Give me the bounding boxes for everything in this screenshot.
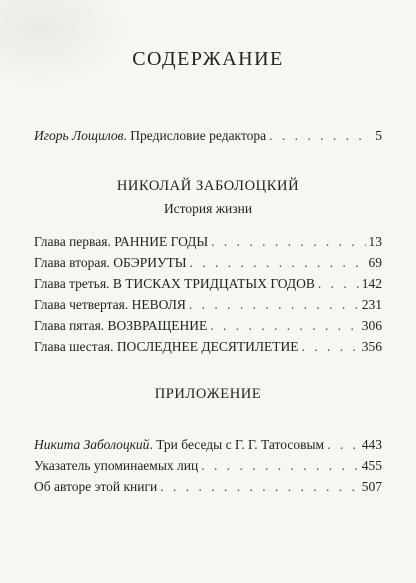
toc-entry-preface[interactable] xyxy=(34,128,382,144)
toc-entry-title: Глава шестая. ПОСЛЕДНЕЕ ДЕСЯТИЛЕТИЕ xyxy=(34,339,299,354)
toc-page-number: 5 xyxy=(375,128,382,143)
leader-dots xyxy=(301,339,358,355)
leader-dots xyxy=(190,255,366,271)
toc-entry-chapter-3[interactable] xyxy=(34,276,382,292)
toc-entry-title: . Три беседы с Г. Г. Татосовым xyxy=(149,437,325,452)
appendix-title: ПРИЛОЖЕНИЕ xyxy=(154,386,262,402)
toc-entry-author: Никита Заболоцкий xyxy=(34,437,150,452)
toc-entry-author: Игорь Лощилов xyxy=(34,128,124,143)
toc-page-number: 231 xyxy=(361,297,382,312)
toc-page-number: 142 xyxy=(361,276,382,291)
toc-entry-label xyxy=(34,128,266,144)
contents-title: СОДЕРЖАНИЕ xyxy=(132,48,284,70)
leader-dots xyxy=(327,437,359,453)
toc-entry-title: Глава четвертая. НЕВОЛЯ xyxy=(34,297,186,312)
toc-entry-chapter-4[interactable] xyxy=(34,297,382,313)
toc-entry-title: Об авторе этой книги xyxy=(34,479,158,494)
toc-entry-chapter-5[interactable] xyxy=(34,318,382,334)
toc-entry-title: Указатель упоминаемых лиц xyxy=(34,458,199,473)
leader-dots xyxy=(201,458,359,474)
toc-entry-chapter-2[interactable] xyxy=(34,255,382,271)
toc-page-number: 443 xyxy=(361,437,382,452)
toc-page-number: 356 xyxy=(361,339,382,354)
toc-entry-title: Глава третья. В ТИСКАХ ТРИДЦАТЫХ ГОДОВ xyxy=(34,276,315,291)
leader-dots xyxy=(210,318,359,334)
toc-page xyxy=(34,0,382,583)
toc-page-number: 306 xyxy=(361,318,382,333)
leader-dots xyxy=(160,479,359,495)
toc-entry-chapter-6[interactable] xyxy=(34,339,382,355)
toc-entry-title: Глава пятая. ВОЗВРАЩЕНИЕ xyxy=(34,318,208,333)
leader-dots xyxy=(189,297,359,313)
toc-page-number: 69 xyxy=(368,255,382,270)
toc-entry-appendix-2[interactable] xyxy=(34,458,382,474)
leader-dots xyxy=(318,276,359,292)
toc-entry-title: Глава вторая. ОБЭРИУТЫ xyxy=(34,255,187,270)
toc-page-number: 507 xyxy=(361,479,382,494)
section-subtitle: История жизни xyxy=(163,201,253,216)
toc-entry-appendix-1[interactable] xyxy=(34,437,382,453)
leader-dots xyxy=(211,234,365,250)
toc-page-number: 455 xyxy=(361,458,382,473)
toc-entry-chapter-1[interactable] xyxy=(34,234,382,250)
toc-entry-title: . Предисловие редактора xyxy=(123,128,267,143)
toc-entry-title: Глава первая. РАННИЕ ГОДЫ xyxy=(34,234,209,249)
leader-dots xyxy=(269,128,372,144)
toc-entry-label xyxy=(34,437,324,453)
section-author-name: НИКОЛАЙ ЗАБОЛОЦКИЙ xyxy=(116,178,300,194)
toc-entry-appendix-3[interactable] xyxy=(34,479,382,495)
toc-page-number: 13 xyxy=(368,234,382,249)
